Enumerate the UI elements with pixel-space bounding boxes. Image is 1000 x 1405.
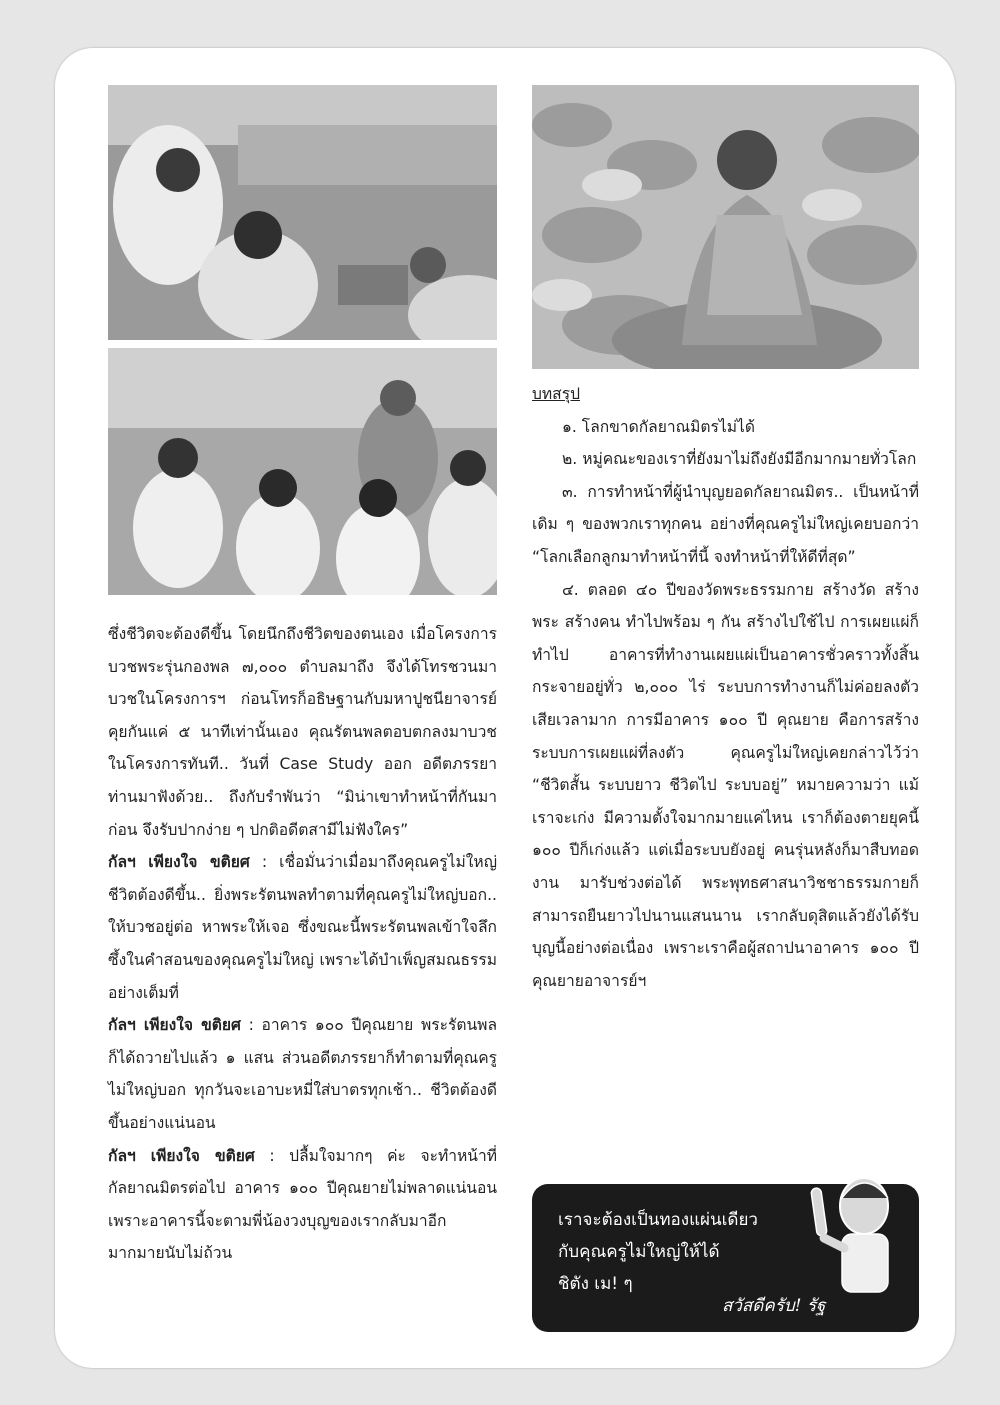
left-paragraph-3 <box>108 1009 497 1139</box>
left-paragraph-4 <box>108 1140 497 1270</box>
callout-box <box>532 1184 919 1332</box>
callout-signature: สวัสดีครับ! รัฐ <box>722 1296 826 1316</box>
summary-heading: บทสรุป <box>532 385 580 403</box>
summary-item-4: ๔. ตลอด ๔๐ ปีของวัดพระธรรมกาย สร้างวัด สร้างพระ สร้างคน ทำไปพร้อม ๆ กัน สร้างไปใช้ไป การเผยแผ่ก็ทำไป อาคารที่ทำงานเผยแผ่เป็นอาคารชั่วคราวทั้งสิ้นกระจายอยู่ทั่ว ๒,๐๐๐ ไร่ ระบบการทำงานก็ไม่ค่อยลงตัว เสียเวลามาก การมีอาคาร ๑๐๐ ปี คุณยาย คือการสร้างระบบการเผยแผ่ที่ลงตัว คุณครูไม่ใหญ่เคยกล่าวไว้ว่า “ชีวิตสั้น ระบบยาว ชีวิตไป ระบบอยู่” หมายความว่า แม้เราจะเก่ง มีความตั้งใจมากมายแค่ไหน เราก็ต้องตายยุคนี้ ๑๐๐ ปีก็เก่งแล้ว แต่เมื่อระบบยังอยู่ คนรุ่นหลังก็มาสืบทอดงาน มารับช่วงต่อได้ พระพุทธศาสนาวิชชาธรรมกายก็สามารถยืนยาวไปนานแสนนาน เรากลับดุสิตแล้วยังได้รับบุญนี้อย่างต่อเนื่อง เพราะเราคือผู้สถาปนาอาคาร ๑๐๐ ปี คุณยายอาจารย์ฯ <box>532 580 919 990</box>
left-column <box>108 618 497 1270</box>
summary-item-3: ๓. การทำหน้าที่ผู้นำบุญยอดกัลยาณมิตร.. เป็นหน้าที่เดิม ๆ ของพวกเราทุกคน อย่างที่คุณครูไม่ใหญ่เคยบอกว่า “โลกเลือกลูกมาทำหน้าที่นี้ จงทำหน้าที่ให้ดีที่สุด” <box>532 482 919 566</box>
left-paragraph-2-text: : เชื่อมั่นว่าเมื่อมาถึงคุณครูไม่ใหญ่ชีวิตต้องดีขึ้น.. ยิ่งพระรัตนพลทำตามที่คุณครูไม่ใหญ่บอก.. ให้บวชอยู่ต่อ หาพระให้เจอ ซึ่งขณะนี้พระรัตนพลเข้าใจลึกซึ้งในคำสอนของคุณครูไม่ใหญ่ เพราะได้บำเพ็ญสมณธรรมอย่างเต็มที่ <box>108 853 497 1002</box>
photo-monk-meditating-illustration <box>532 85 919 369</box>
speaker-name: กัลฯ เพียงใจ ขติยศ <box>108 1146 255 1165</box>
left-paragraph-1: ซึ่งชีวิตจะต้องดีขึ้น โดยนึกถึงชีวิตของตนเอง เมื่อโครงการบวชพระรุ่นกองพล ๗,๐๐๐ ตำบลมาถึง จึงได้โทรชวนมาบวชในโครงการฯ ก่อนโทรก็อธิษฐานกับมหาปูชนียาจารย์ คุยกันแค่ ๕ นาทีเท่านั้นเอง คุณรัตนพลตอบตกลงมาบวชในโครงการทันที.. วันที่ Case Study ออก อดีตภรรยาท่านมาฟังด้วย.. ถึงกับรำพันว่า “มิน่าเขาทำหน้าที่กันมาก่อน จึงรับปากง่าย ๆ ปกติอดีตสามีไม่ฟังใคร” <box>108 625 497 839</box>
speaker-name: กัลฯ เพียงใจ ขติยศ <box>108 1016 241 1035</box>
photo-group-portrait <box>108 348 497 595</box>
mascot-icon <box>802 1168 912 1298</box>
callout-line-3: ชิตัง เม! ๆ <box>558 1274 633 1294</box>
right-column <box>532 378 919 997</box>
left-paragraph-2 <box>108 846 497 1009</box>
left-paragraph-4-text: : ปลื้มใจมากๆ ค่ะ จะทำหน้าที่กัลยาณมิตรต่อไป อาคาร ๑๐๐ ปีคุณยายไม่พลาดแน่นอน เพราะอาคารนี้จะตามพี่น้องวงบุญของเรากลับมาอีกมากมายนับไม่ถ้วน <box>108 1146 497 1263</box>
callout-line-1: เราจะต้องเป็นทองแผ่นเดียว <box>558 1210 758 1230</box>
callout-line-2: กับคุณครูไม่ใหญ่ให้ได้ <box>558 1242 720 1262</box>
photo-crowd-praying-illustration <box>108 85 497 340</box>
photo-monk-meditating <box>532 85 919 369</box>
summary-item-1: ๑. โลกขาดกัลยาณมิตรไม่ได้ <box>562 417 755 436</box>
speaker-name: กัลฯ เพียงใจ ขติยศ <box>108 853 250 872</box>
callout-message <box>558 1204 758 1300</box>
summary-item-2: ๒. หมู่คณะของเราที่ยังมาไม่ถึงยังมีอีกมากมายทั่วโลก <box>562 450 917 469</box>
left-paragraph-3-text: : อาคาร ๑๐๐ ปีคุณยาย พระรัตนพลก็ได้ถวายไปแล้ว ๑ แสน ส่วนอดีตภรรยาก็ทำตามที่คุณครูไม่ใหญ่บอก ทุกวันจะเอาบะหมี่ใส่บาตรทุกเช้า.. ชีวิตต้องดีขึ้นอย่างแน่นอน <box>108 1016 498 1132</box>
photo-group-portrait-illustration <box>108 348 497 595</box>
photo-crowd-praying <box>108 85 497 340</box>
